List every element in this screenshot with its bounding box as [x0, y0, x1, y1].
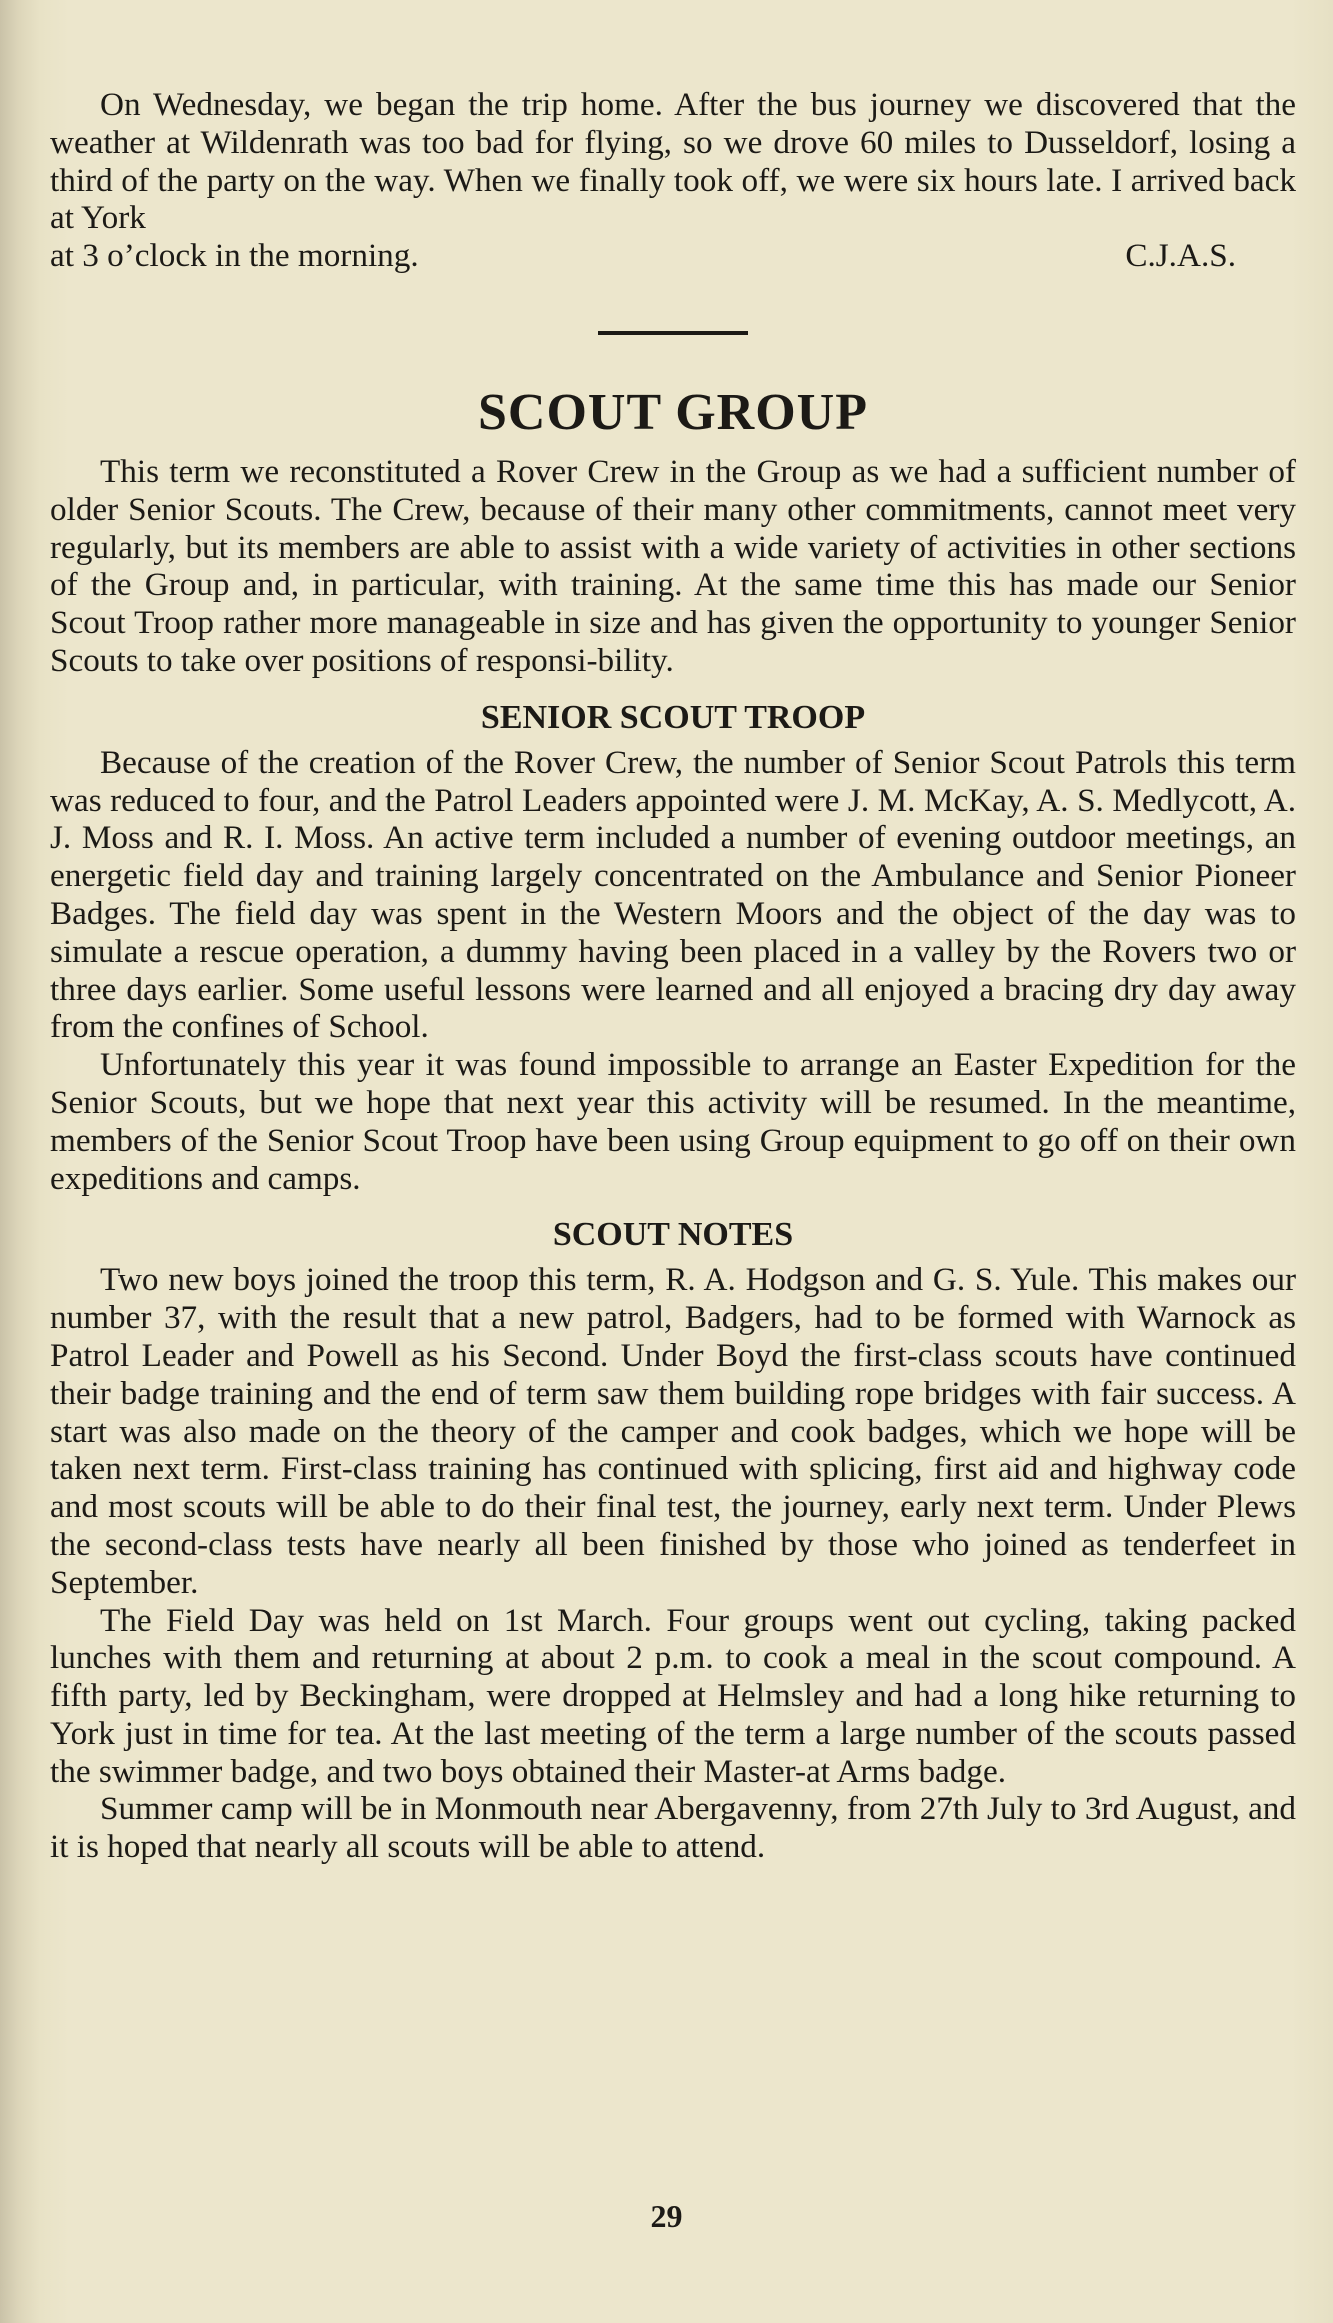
intro-paragraph: On Wednesday, we began the trip home. After the bus journey we discovered that the weather at Wildenrath was too bad for flying, so we drove 60 miles to Dusseldorf, losing a third of the party on the way. When we finally took off, we were six hours late. I arrived back at York: [50, 86, 1296, 237]
scout-group-heading: SCOUT GROUP: [478, 383, 868, 441]
senior-scout-troop-heading: SENIOR SCOUT TROOP: [480, 698, 866, 736]
scout-notes-paragraph: Summer camp will be in Monmouth near Abergavenny, from 27th July to 3rd August, and it is hoped that nearly all scouts will be able to attend.: [50, 1790, 1296, 1866]
scout-notes-heading: SCOUT NOTES: [552, 1216, 794, 1254]
scout-notes-paragraph: Two new boys joined the troop this term, R. A. Hodgson and G. S. Yule. This makes our number 37, with the result that a new patrol, Badgers, had to be formed with Warnock as Patrol Leader and Powell as his Second. Under Boyd the first-class scouts have continued their badge training and the end of term saw them building rope bridges with fair success. A start was also made on the theory of the camper and cook badges, which we hope will be taken next term. First-class training has continued with splicing, first aid and highway code and most scouts will be able to do their final test, the journey, early next term. Under Plews the second-class tests have nearly all been finished by those who joined as tenderfeet in September.: [50, 1261, 1296, 1601]
author-signature: C.J.A.S.: [1125, 237, 1236, 275]
intro-closing-line: [50, 237, 1296, 275]
senior-scout-troop-paragraph: Because of the creation of the Rover Crew, the number of Senior Scout Patrols this term was reduced to four, and the Patrol Leaders appointed were J. M. McKay, A. S. Medlycott, A. J. Moss and R. I. Moss. An active term included a number of evening outdoor meetings, an energetic field day and training largely concentrated on the Ambulance and Senior Pioneer Badges. The field day was spent in the Western Moors and the object of the day was to simulate a rescue operation, a dummy having been placed in a valley by the Rovers two or three days earlier. Some useful lessons were learned and all enjoyed a bracing dry day away from the confines of School.: [50, 743, 1296, 1046]
section-divider: [598, 331, 748, 335]
intro-last-line: at 3 o’clock in the morning.: [50, 237, 419, 275]
text-column: [50, 86, 1296, 1866]
senior-scout-troop-paragraph: Unfortunately this year it was found impossible to arrange an Easter Expedition for the Senior Scouts, but we hope that next year this activity will be resumed. In the meantime, members of the Senior Scout Troop have been using Group equipment to go off on their own expeditions and camps.: [50, 1046, 1296, 1197]
page-number: 29: [650, 2198, 683, 2234]
scout-notes-paragraph: The Field Day was held on 1st March. Four groups went out cycling, taking packed lunches with them and returning at about 2 p.m. to cook a meal in the scout compound. A fifth party, led by Beckingham, were dropped at Helmsley and had a long hike returning to York just in time for tea. At the last meeting of the term a large number of the scouts passed the swimmer badge, and two boys obtained their Master-at Arms badge.: [50, 1601, 1296, 1790]
scout-group-paragraph: This term we reconstituted a Rover Crew in the Group as we had a sufficient number of older Senior Scouts. The Crew, because of their many other commitments, cannot meet very regularly, but its members are able to assist with a wide variety of activities in other sections of the Group and, in particular, with training. At the same time this has made our Senior Scout Troop rather more manageable in size and has given the opportunity to younger Senior Scouts to take over positions of responsi-bility.: [50, 452, 1296, 679]
